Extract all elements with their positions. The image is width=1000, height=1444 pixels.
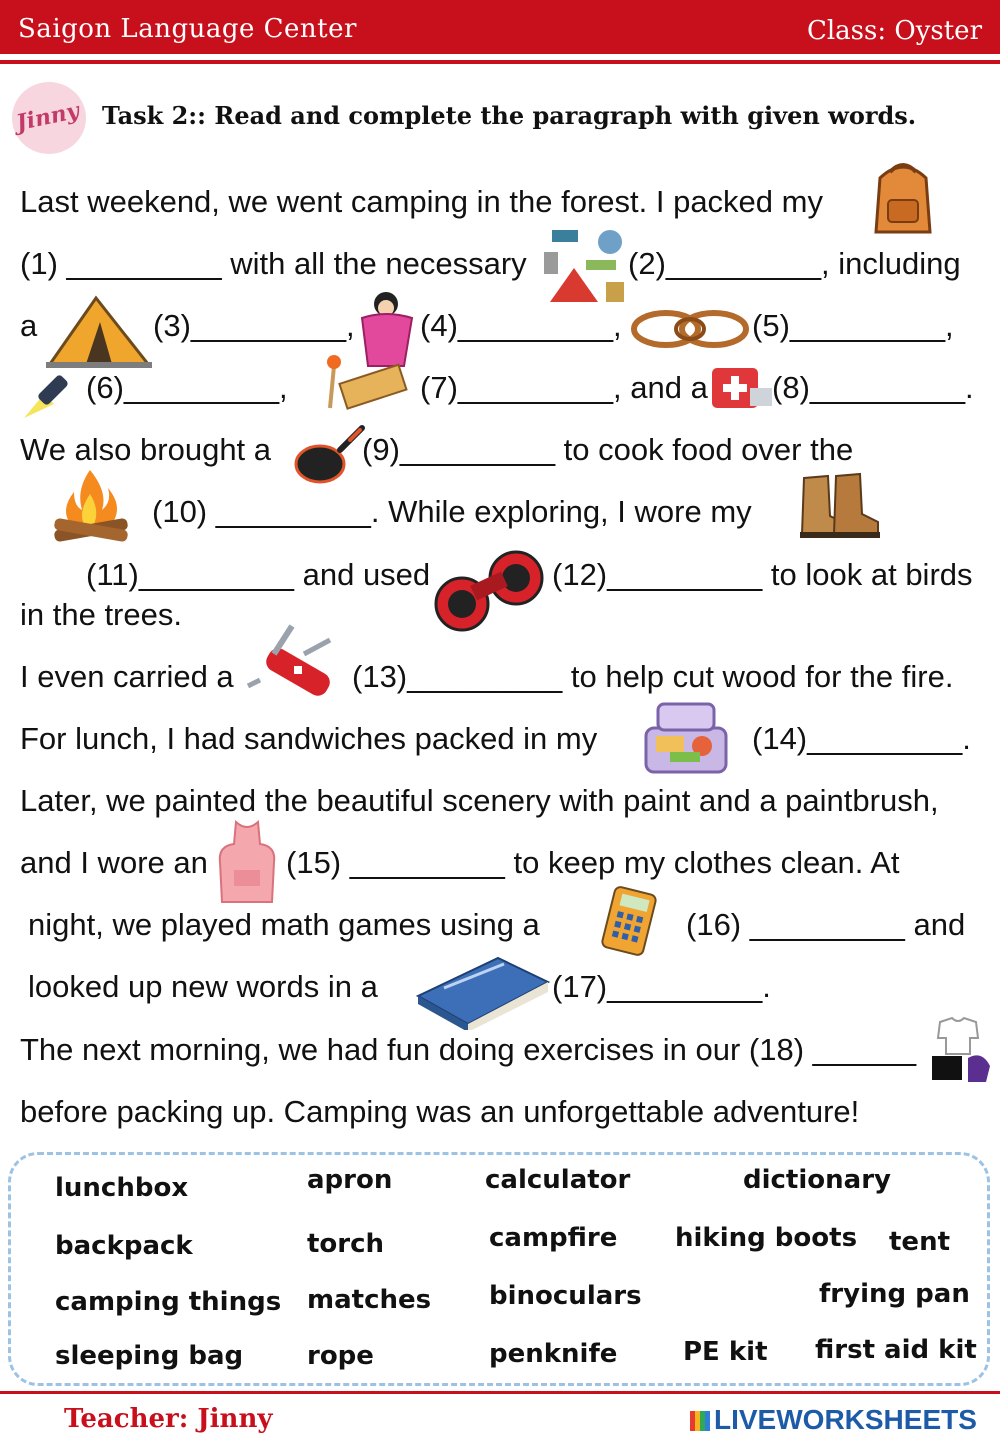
paragraph-line: (14)_________.	[752, 721, 971, 756]
jinny-logo	[12, 82, 86, 154]
paragraph-line: (15) _________ to keep my clothes clean. At	[286, 845, 900, 880]
word-bank-item: campfire	[489, 1223, 618, 1253]
paragraph-line: (4)_________,	[420, 308, 622, 343]
word-bank-item: penknife	[489, 1339, 618, 1369]
word-bank-item: backpack	[55, 1231, 193, 1261]
school-name: Saigon Language Center	[18, 14, 357, 44]
torch-icon	[22, 364, 80, 420]
word-bank-item: rope	[307, 1341, 374, 1371]
logo-text: Jinny	[13, 97, 82, 137]
class-label: Class: Oyster	[806, 16, 982, 46]
first-aid-kit-icon	[708, 358, 774, 414]
paragraph-line: (8)_________.	[772, 370, 974, 405]
rope-icon	[630, 306, 750, 352]
paragraph-line: (5)_________,	[752, 308, 954, 343]
backpack-icon	[860, 158, 946, 238]
liveworksheets-icon	[690, 1411, 710, 1431]
paragraph-line: (11)_________ and used	[86, 557, 431, 592]
paragraph-line: (10) _________. While exploring, I wore my	[152, 494, 752, 529]
matches-icon	[312, 352, 410, 418]
header-rule	[0, 60, 1000, 64]
word-bank-item: tent	[889, 1227, 951, 1257]
paragraph-line: (16) _________ and	[686, 907, 966, 942]
paragraph-line: in the trees.	[20, 597, 182, 632]
word-bank-item: calculator	[485, 1165, 631, 1195]
word-bank-item: PE kit	[683, 1337, 768, 1367]
task-title: Task 2:: Read and complete the paragraph with given words.	[102, 101, 917, 130]
paragraph-line: (3)_________,	[153, 308, 355, 343]
paragraph-line: Last weekend, we went camping in the forest. I packed my	[20, 184, 823, 219]
word-bank-item: matches	[307, 1285, 432, 1315]
paragraph-line: looked up new words in a	[28, 969, 378, 1004]
binoculars-icon	[432, 548, 546, 632]
brand-text: LIVEWORKSHEETS	[714, 1404, 977, 1435]
paragraph-line: For lunch, I had sandwiches packed in my	[20, 721, 598, 756]
paragraph-line: (9)_________ to cook food over the	[362, 432, 854, 467]
frying-pan-icon	[294, 424, 366, 486]
paragraph-line: and I wore an	[20, 845, 208, 880]
campfire-icon	[46, 466, 136, 542]
paragraph-line: (6)_________,	[86, 370, 288, 405]
penknife-icon	[244, 620, 342, 712]
paragraph-line: We also brought a	[20, 432, 272, 467]
word-bank-item: sleeping bag	[55, 1341, 244, 1371]
apron-icon	[212, 818, 282, 906]
paragraph-line: (7)_________, and a	[420, 370, 708, 405]
paragraph-line: (1) _________ with all the necessary	[20, 246, 527, 281]
paragraph-line: (2)_________, including	[628, 246, 961, 281]
paragraph-line: night, we played math games using a	[28, 907, 540, 942]
tent-icon	[46, 292, 152, 370]
word-bank-item: dictionary	[743, 1165, 891, 1195]
paragraph-line: Later, we painted the beautiful scenery with paint and a paintbrush,	[20, 783, 939, 818]
teacher-name: Teacher: Jinny	[64, 1404, 273, 1434]
lunchbox-icon	[640, 700, 732, 778]
paragraph-line: (12)_________ to look at birds	[552, 557, 973, 592]
camping-things-icon	[540, 222, 630, 306]
paragraph-line: a	[20, 308, 38, 343]
paragraph-line: I even carried a	[20, 659, 234, 694]
paragraph-line: (17)_________.	[552, 969, 771, 1004]
calculator-icon	[598, 884, 662, 958]
word-bank-item: torch	[307, 1229, 385, 1259]
word-bank-item: lunchbox	[55, 1173, 189, 1203]
paragraph-line: The next morning, we had fun doing exercises in our (18) ______	[20, 1032, 917, 1067]
word-bank-item: hiking boots	[675, 1223, 858, 1253]
footer-rule	[0, 1391, 1000, 1394]
word-bank-item: binoculars	[489, 1281, 642, 1311]
word-bank	[8, 1152, 990, 1386]
paragraph-line: (13)_________ to help cut wood for the fire.	[352, 659, 954, 694]
word-bank-item: camping things	[55, 1287, 282, 1317]
paragraph-line: before packing up. Camping was an unforgettable adventure!	[20, 1094, 860, 1129]
word-bank-item: frying pan	[819, 1279, 970, 1309]
dictionary-icon	[414, 952, 552, 1030]
word-bank-item: first aid kit	[815, 1335, 977, 1365]
hiking-boots-icon	[798, 470, 882, 542]
word-bank-item: apron	[307, 1165, 393, 1195]
liveworksheets-logo[interactable]	[690, 1404, 977, 1436]
header-bar	[0, 0, 1000, 54]
pe-kit-icon	[928, 1016, 994, 1086]
